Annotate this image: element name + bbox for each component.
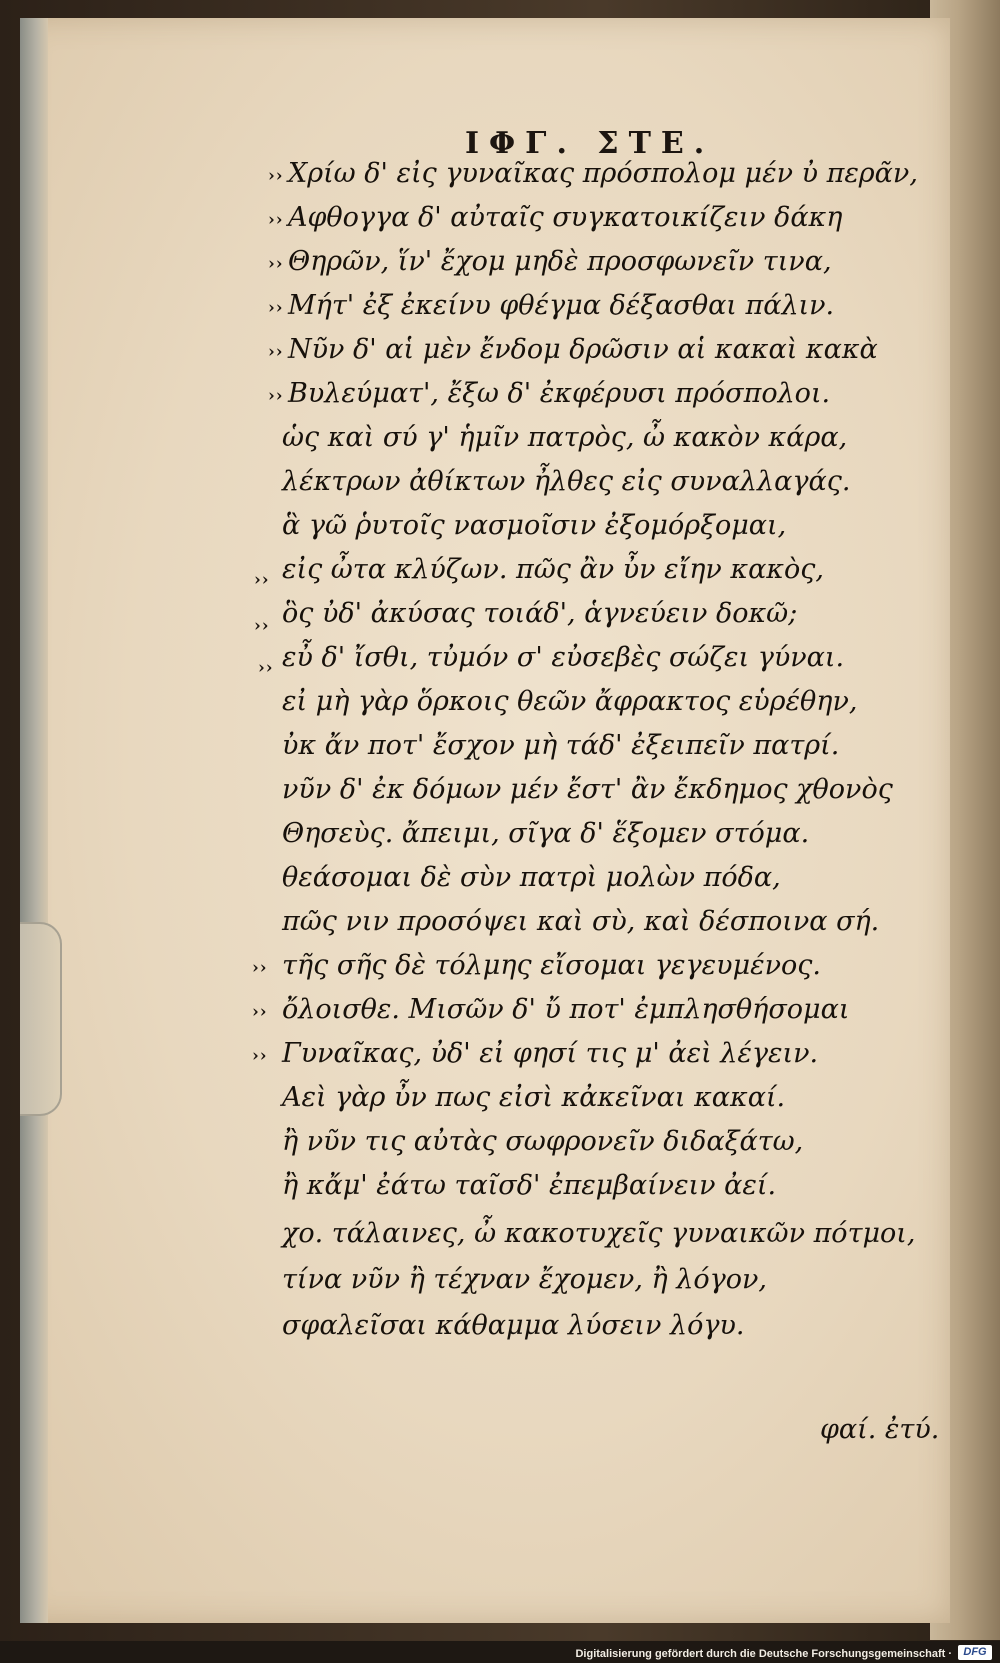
margin-mark: ››: [254, 616, 270, 636]
verse-line: Αεὶ γὰρ ὖν πως εἰσὶ κἀκεῖναι κακαί.: [282, 1082, 786, 1113]
verse-line: εὖ δ' ἴσθι, τὐμόν σ' εὐσεβὲς σώζει γύναι.: [282, 642, 845, 673]
margin-mark: ››: [268, 298, 284, 318]
verse-line: Χρίω δ' εἰς γυναῖκας πρόσπολομ μέν ὐ περᾶν,: [288, 158, 918, 189]
margin-mark: ››: [252, 1046, 268, 1066]
binding-edge: [20, 18, 48, 1623]
verse-line: ὄλοισθε. Μισῶν δ' ὔ ποτ' ἐμπλησθήσομαι: [282, 994, 850, 1025]
verse-line: ἢ νῦν τις αὐτὰς σωφρονεῖν διδαξάτω,: [282, 1126, 804, 1157]
verse-line: ἢ κἄμ' ἐάτω ταῖσδ' ἐπεμβαίνειν ἀεί.: [282, 1170, 777, 1201]
verse-line: Βυλεύματ', ἔξω δ' ἐκφέρυσι πρόσπολοι.: [288, 378, 831, 409]
verse-line-chorus: χο. τάλαινες, ὦ κακοτυχεῖς γυναικῶν πότμοι,: [282, 1218, 916, 1249]
margin-mark: ››: [268, 254, 284, 274]
margin-mark: ››: [268, 386, 284, 406]
verse-line: λέκτρων ἀθίκτων ἦλθες εἰς συναλλαγάς.: [282, 466, 851, 497]
verse-line: θεάσομαι δὲ σὺν πατρὶ μολὼν πόδα,: [282, 862, 781, 893]
verse-line: ὐκ ἄν ποτ' ἔσχον μὴ τάδ' ἐξειπεῖν πατρί.: [282, 730, 840, 761]
margin-mark: ››: [252, 958, 268, 978]
digitization-footer: [0, 1641, 1000, 1663]
verse-line: Νῦν δ' αἱ μὲν ἔνδομ δρῶσιν αἱ κακαὶ κακὰ: [288, 334, 878, 365]
verse-line: Θηρῶν, ἵν' ἔχομ μηδὲ προσφωνεῖν τινα,: [288, 246, 832, 277]
clasp-strap: [20, 922, 62, 1116]
verse-line: Θησεὺς. ἄπειμι, σῖγα δ' ἕξομεν στόμα.: [282, 818, 810, 849]
verse-line: εἰ μὴ γὰρ ὅρκοις θεῶν ἄφρακτος εὑρέθην,: [282, 686, 858, 717]
verse-line: Αφθογγα δ' αὐταῖς συγκατοικίζειν δάκη: [288, 202, 843, 233]
funding-credit: Digitalisierung gefördert durch die Deutsche Forschungsgemeinschaft ·: [575, 1648, 952, 1660]
running-head: ΙΦΓ. ΣΤΕ.: [465, 126, 715, 161]
verse-line: ἃ γῶ ῥυτοῖς νασμοῖσιν ἐξομόρξομαι,: [282, 510, 787, 541]
book-page: [20, 18, 950, 1623]
verse-line: πῶς νιν προσόψει καὶ σὺ, καὶ δέσποινα σή.: [282, 906, 880, 937]
verse-line: εἰς ὦτα κλύζων. πῶς ἂν ὖν εἴην κακὸς,: [282, 554, 824, 585]
margin-mark: ››: [252, 1002, 268, 1022]
margin-mark: ››: [258, 658, 274, 678]
verse-line: σφαλεῖσαι κάθαμμα λύσειν λόγυ.: [282, 1310, 745, 1341]
verse-line: ὃς ὐδ' ἀκύσας τοιάδ', ἁγνεύειν δοκῶ;: [282, 598, 798, 629]
dfg-logo-icon: DFG: [958, 1645, 992, 1660]
verse-line: τίνα νῦν ἢ τέχναν ἔχομεν, ἢ λόγον,: [282, 1264, 767, 1295]
verse-line: νῦν δ' ἐκ δόμων μέν ἔστ' ἂν ἔκδημος χθονὸς: [282, 774, 893, 805]
catchword: φαί. ἐτύ.: [820, 1414, 940, 1445]
margin-mark: ››: [268, 210, 284, 230]
margin-mark: ››: [254, 570, 270, 590]
margin-mark: ››: [268, 342, 284, 362]
verse-line: ὡς καὶ σύ γ' ἡμῖν πατρὸς, ὦ κακὸν κάρα,: [282, 422, 848, 453]
verse-line: Γυναῖκας, ὐδ' εἰ φησί τις μ' ἀεὶ λέγειν.: [282, 1038, 819, 1069]
margin-mark: ››: [268, 166, 284, 186]
verse-line: Μήτ' ἐξ ἐκείνυ φθέγμα δέξασθαι πάλιν.: [288, 290, 835, 321]
verse-line: τῆς σῆς δὲ τόλμης εἴσομαι γεγευμένος.: [282, 950, 821, 981]
